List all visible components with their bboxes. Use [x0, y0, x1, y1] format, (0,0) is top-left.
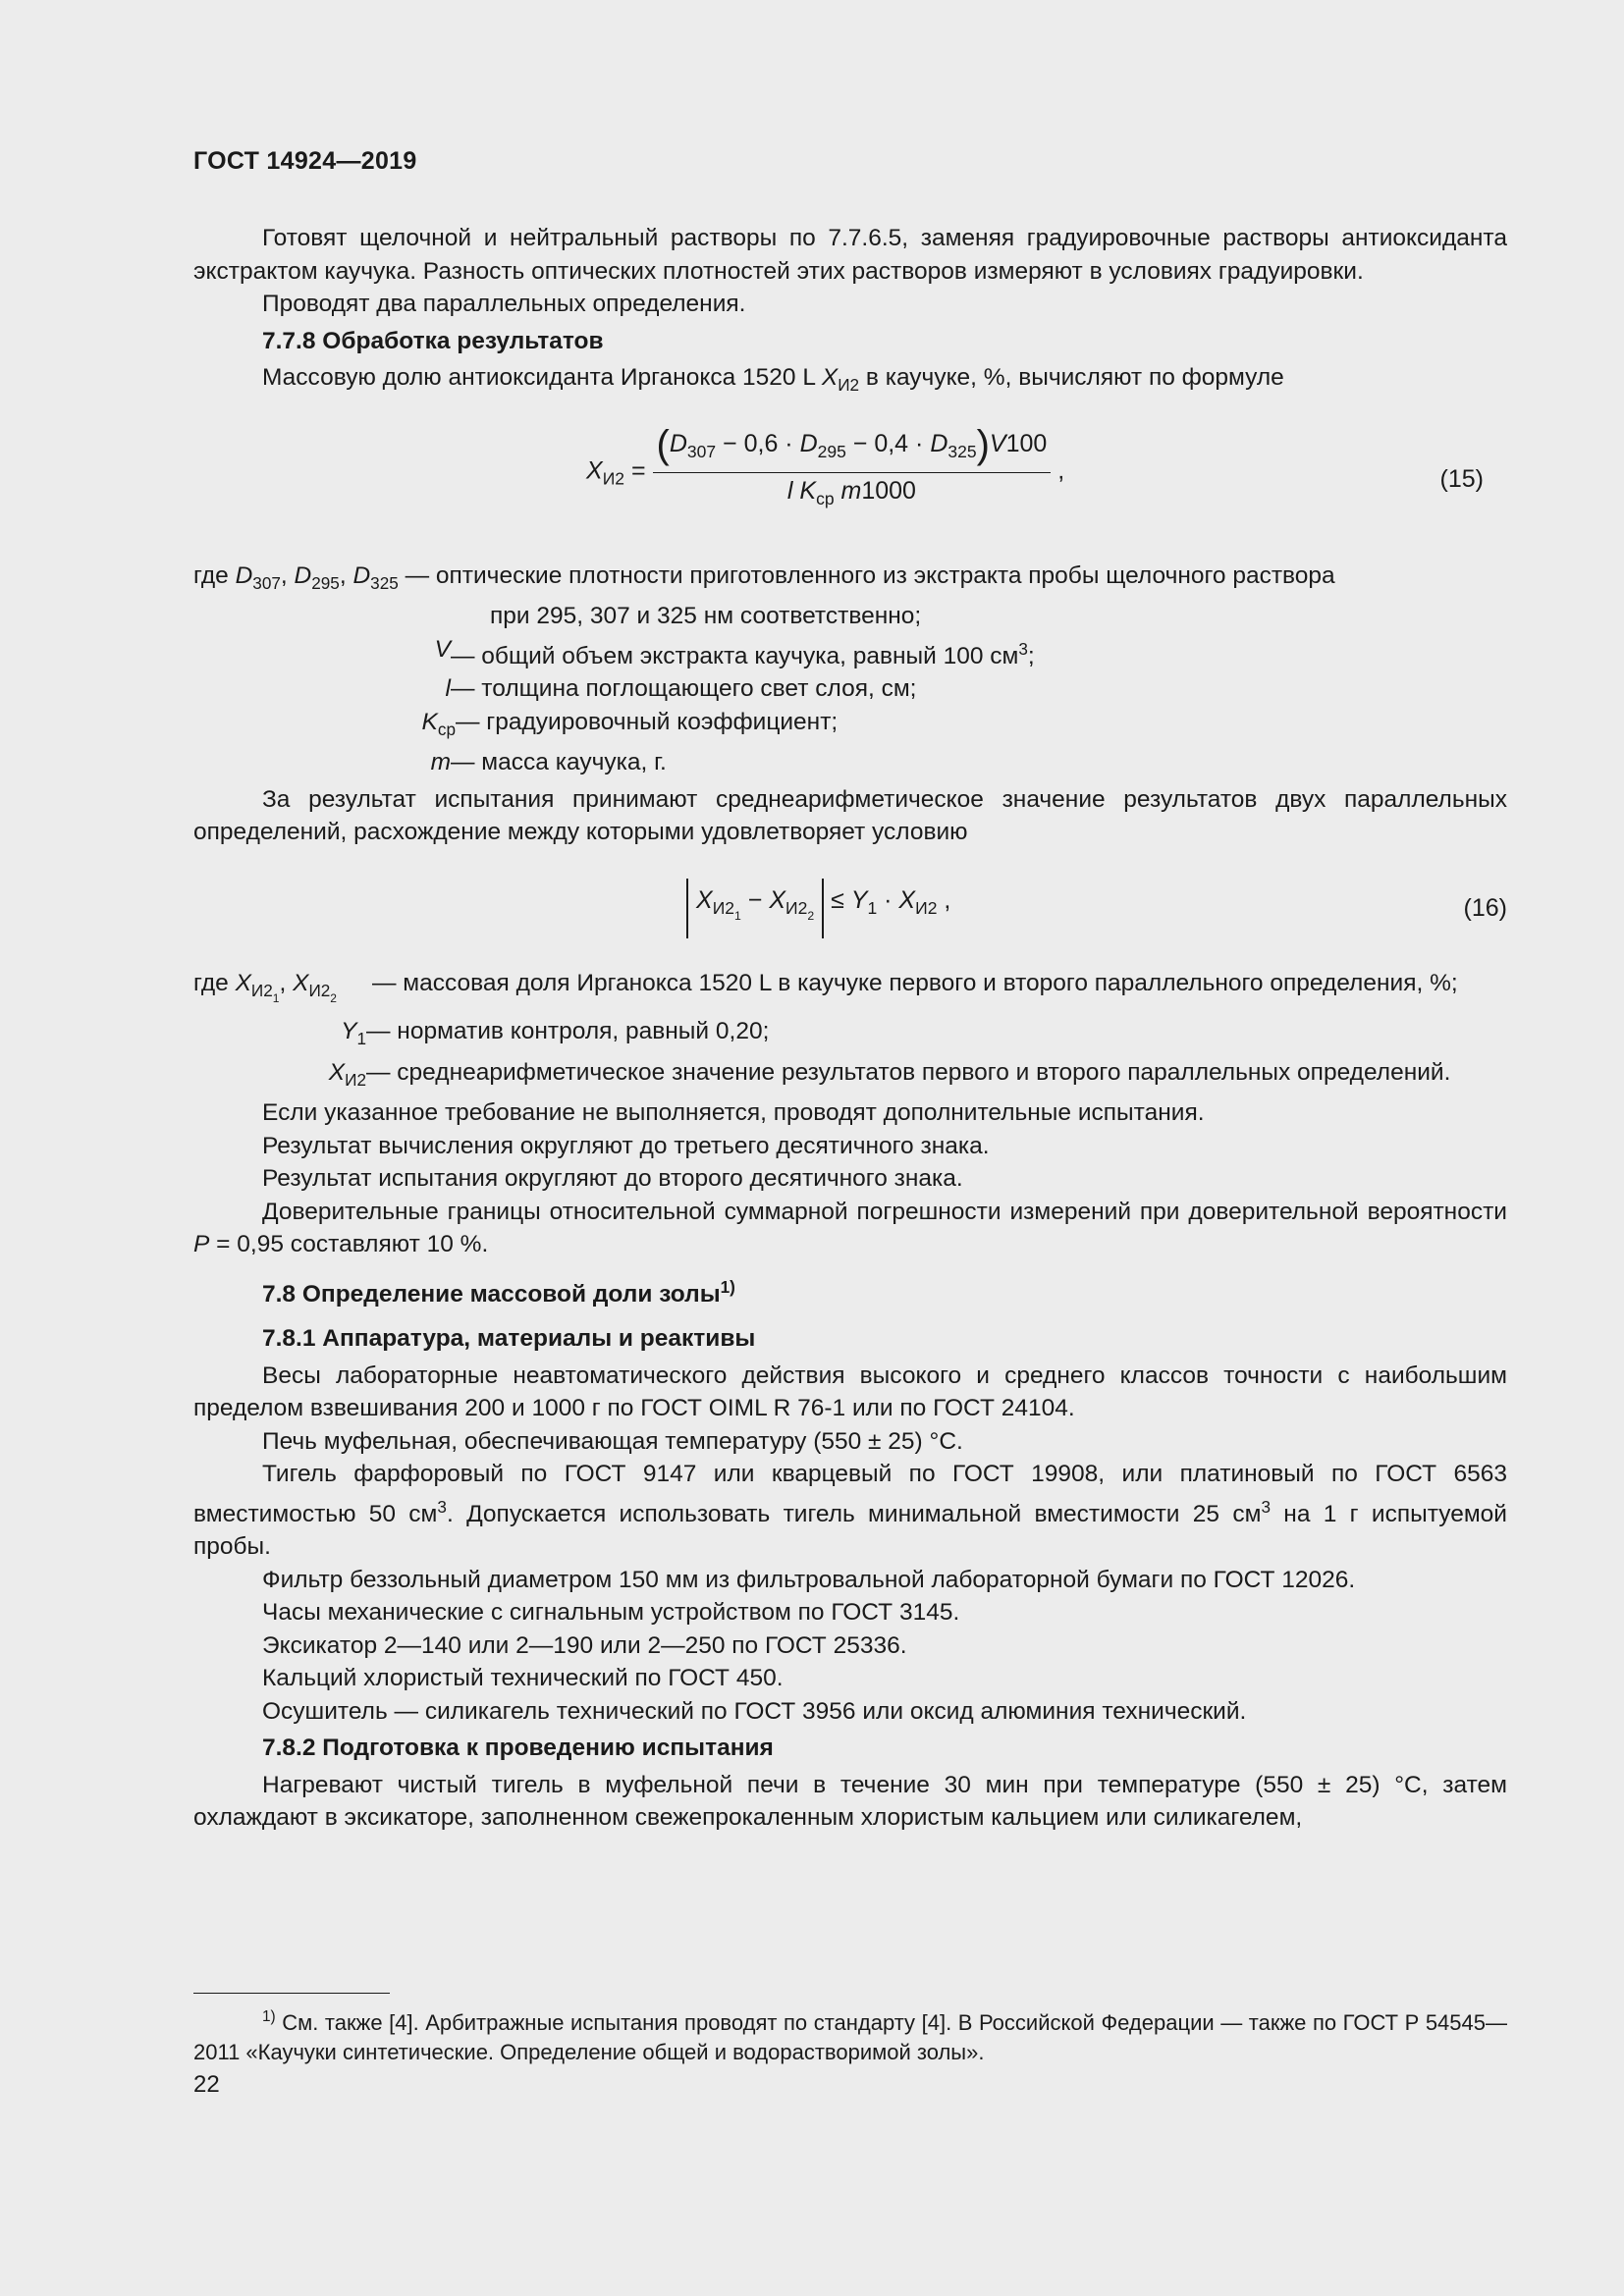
- equipment-item: Тигель фарфоровый по ГОСТ 9147 или кварцевый по ГОСТ 19908, или платиновый по ГОСТ 6563 вместимостью 50 $см^3$. Допускается использовать тигель минимальной вместимости 25 $см^3$ на 1 г испытуемой пробы.: [193, 1461, 1507, 1560]
- where-block-2: [193, 967, 1507, 1097]
- paragraph: Если указанное требование не выполняется, проводят дополнительные испытания.: [262, 1099, 1205, 1126]
- paragraph: Результат испытания округляют до второго десятичного знака.: [262, 1165, 963, 1192]
- where-block-1: [193, 560, 1507, 779]
- formula-15-number: (15): [1439, 464, 1484, 493]
- definition-item: l — толщина поглощающего свет слоя, см;: [445, 675, 917, 702]
- section-heading-7-8-1: 7.8.1 Аппаратура, материалы и реактивы: [262, 1325, 756, 1352]
- definition-item: V — общий объем экстракта каучука, равный 100 $см^3$;: [434, 635, 1035, 669]
- equipment-item: Эксикатор 2—140 или 2—190 или 2—250 по ГОСТ 25336.: [262, 1631, 907, 1659]
- equipment-item: Часы механические с сигнальным устройством по ГОСТ 3145.: [262, 1599, 960, 1626]
- formula-16-number: (16): [1463, 893, 1507, 922]
- section-heading-7-8-2: 7.8.2 Подготовка к проведению испытания: [262, 1735, 774, 1761]
- equipment-item: Фильтр беззольный диаметром 150 мм из фильтровальной лабораторной бумаги по ГОСТ 12026.: [262, 1566, 1356, 1593]
- paragraph: За результат испытания принимают среднеарифметическое значение результатов двух параллельных определений, расхождение между которыми удовлетворяет условию: [193, 785, 1507, 845]
- equipment-item: Осушитель — силикагель технический по ГОСТ 3956 или оксид алюминия технический.: [262, 1697, 1247, 1725]
- definition-item: $X_{И2}$ — среднеарифметическое значение результатов первого и второго параллельных определений.: [328, 1058, 1451, 1090]
- paragraph: Результат вычисления округляют до третьего десятичного знака.: [262, 1132, 990, 1159]
- footnote: $^{1)}$ См. также [4]. Арбитражные испытания проводят по стандарту [4]. В Российской Федерации — также по ГОСТ Р 54545—2011 «Каучуки синтетические. Определение общей и водорастворимой золы».: [193, 2008, 1507, 2064]
- footnote-divider: [193, 1993, 390, 1994]
- paragraph: Доверительные границы относительной суммарной погрешности измерений при доверительной вероятности P = 0,95 составляют 10 %.: [193, 1198, 1507, 1257]
- section-heading-7-7-8: 7.7.8 Обработка результатов: [262, 327, 604, 354]
- equipment-item: Весы лабораторные неавтоматического действия высокого и среднего классов точности с наибольшим пределом взвешивания 200 и 1000 г по ГОСТ OIML R 76-1 или по ГОСТ 24104.: [193, 1362, 1507, 1421]
- paragraph: Нагревают чистый тигель в муфельной печи в течение 30 мин при температуре (550 ± 25) °С, затем охлаждают в эксикаторе, заполненном свежепрокаленным хлористым кальцием или силикагелем,: [193, 1771, 1507, 1831]
- definition-item: m — масса каучука, г.: [430, 749, 667, 775]
- page-number: 22: [193, 2071, 220, 2098]
- formula-15-expression: $X_{И2}$ = $\frac{(D_{307} - 0,6 \cdot D_{295} - 0,4 \cdot D_{325})V100}{l K_{ср} m1000}$ ,: [586, 422, 1065, 508]
- definition-item: $K_{ср}$ — градуировочный коэффициент;: [421, 708, 839, 739]
- where-line: где $X_{И2_1}$, $X_{И2_2}$ — массовая доля Ирганокса 1520 L в каучуке первого и второго параллельного определения, %;: [193, 969, 1458, 1005]
- document-header: ГОСТ 14924—2019: [193, 147, 417, 175]
- document-body: [193, 222, 1507, 1835]
- formula-15: [193, 402, 1507, 560]
- section-heading-7-8: 7.8 Определение массовой доли золы$^{1)}$: [262, 1276, 735, 1308]
- definition-item: $Y_1$ — норматив контроля, равный 0,20;: [341, 1018, 770, 1048]
- where-line-cont: при 295, 307 и 325 нм соответственно;: [490, 603, 922, 629]
- formula-16-expression: $X_{И2_1} - X_{И2_2} \le Y_1 \cdot X_{И2}$ ,: [686, 879, 950, 939]
- where-line: где $D_{307}$, $D_{295}$, $D_{325}$ — оптические плотности приготовленного из экстракта пробы щелочного раствора: [193, 561, 1335, 593]
- paragraph: Проводят два параллельных определения.: [262, 291, 746, 317]
- equipment-item: Кальций хлористый технический по ГОСТ 450.: [262, 1665, 784, 1691]
- formula-16: [193, 849, 1507, 967]
- paragraph-formula-intro: Массовую долю антиоксиданта Ирганокса 1520 L $X_{И2}$ в каучуке, %, вычисляют по формуле: [262, 364, 1284, 395]
- equipment-item: Печь муфельная, обеспечивающая температуру (550 ± 25) °С.: [262, 1427, 963, 1455]
- paragraph: Готовят щелочной и нейтральный растворы по 7.7.6.5, заменяя градуировочные растворы антиоксиданта экстрактом каучука. Разность оптических плотностей этих растворов измеряют в условиях градуировки.: [193, 225, 1507, 285]
